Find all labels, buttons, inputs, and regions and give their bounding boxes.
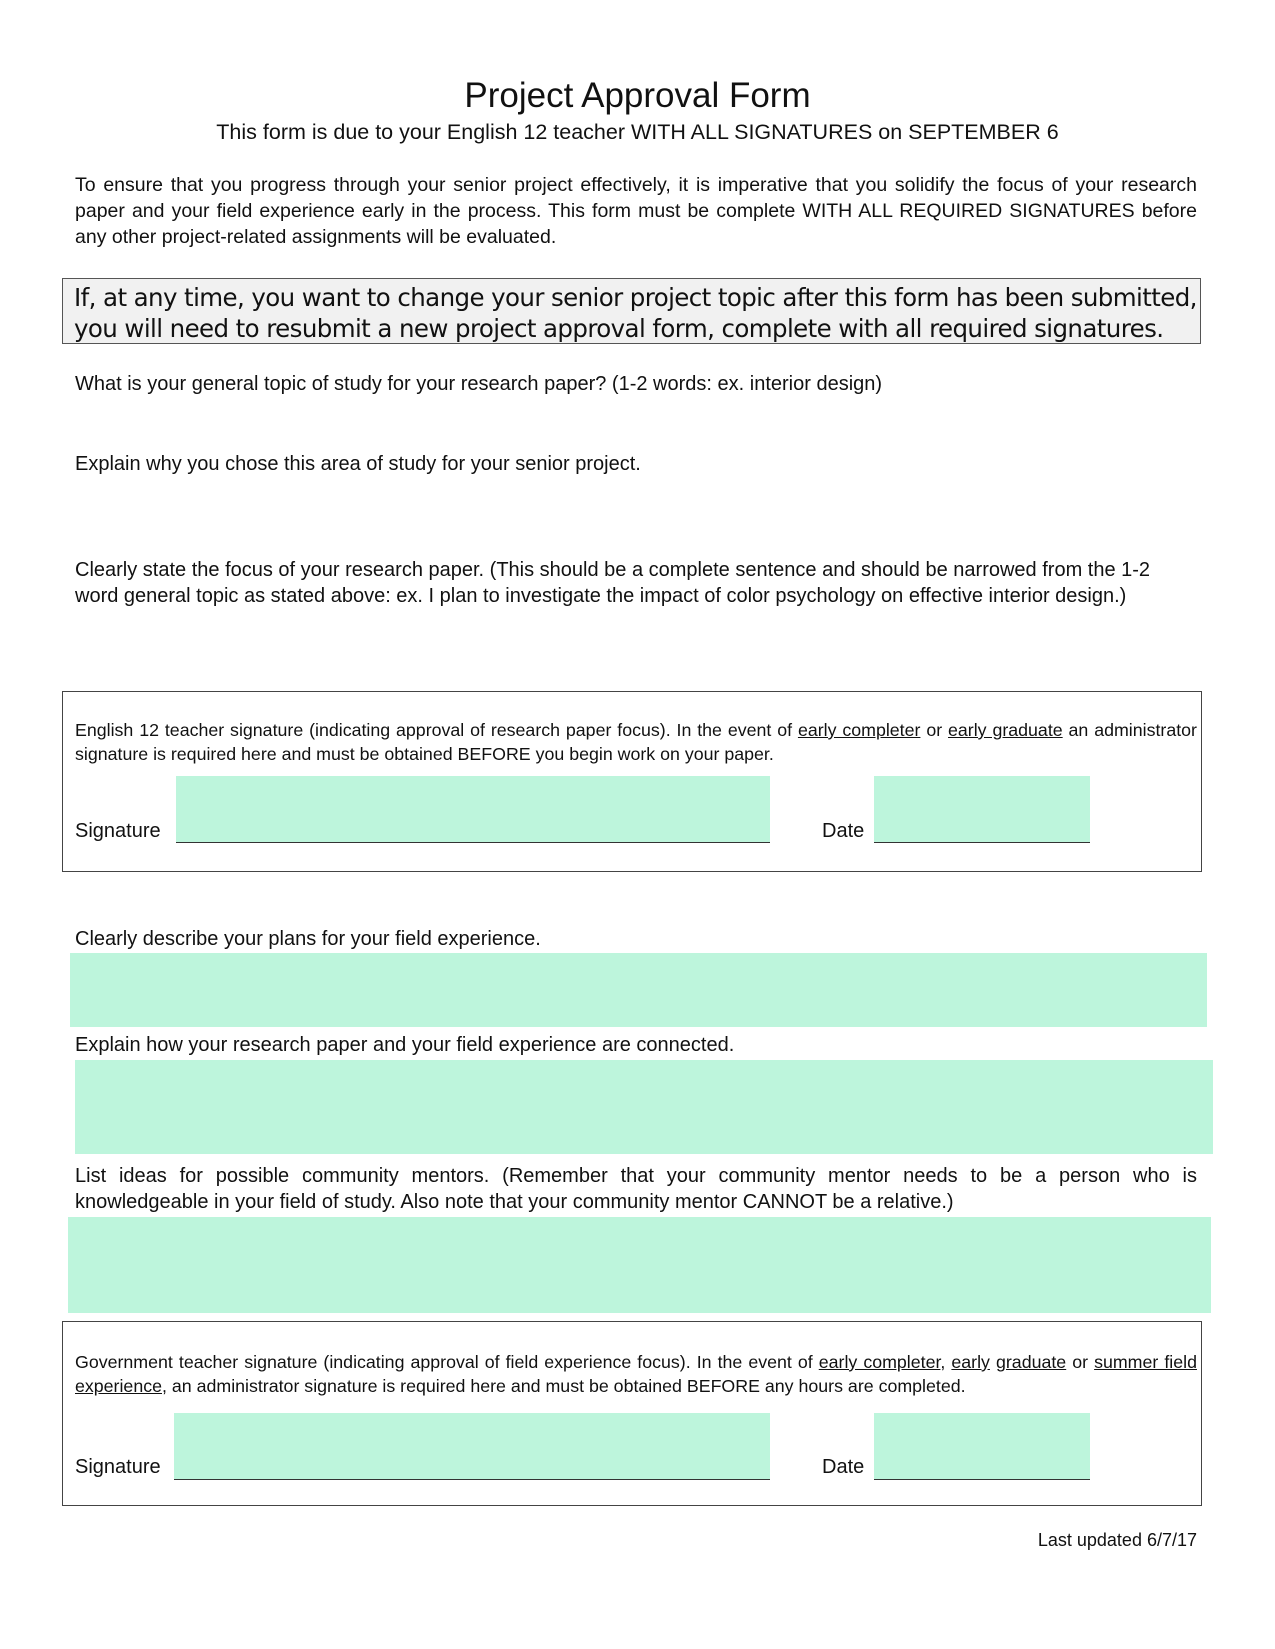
government-signature-label: Signature xyxy=(75,1456,161,1478)
connection-answer[interactable] xyxy=(75,1060,1213,1154)
question-focus: Clearly state the focus of your research paper. (This should be a complete sentence and should be narrowed from the 1-2 word general topic as stated above: ex. I plan to investigate the impact of color psychology on effective interior design.) xyxy=(75,559,1151,607)
field-plans-answer[interactable] xyxy=(70,953,1207,1027)
english-signature-field[interactable] xyxy=(176,776,770,842)
government-signature-instructions: Government teacher signature (indicating approval of field experience focus). In the event of early completer, early graduate or summer field experience, an administrator signature is required here and must be obtained BEFORE any hours are completed. xyxy=(75,1352,1197,1396)
government-signature-line xyxy=(174,1479,770,1480)
question-topic: What is your general topic of study for your research paper? (1-2 words: ex. interior design) xyxy=(75,373,883,395)
english-signature-instructions: English 12 teacher signature (indicating approval of research paper focus). In the event of early completer or early graduate an administrator signature is required here and must be obtained BEFORE you begin work on your paper. xyxy=(75,720,1197,764)
english-signature-line xyxy=(176,842,770,843)
notice-text: If, at any time, you want to change your senior project topic after this form has been submitted, you will need to resubmit a new project approval form, complete with all required signatures. xyxy=(74,283,1197,343)
government-date-field[interactable] xyxy=(874,1413,1090,1479)
english-date-line xyxy=(874,842,1090,843)
question-connection: Explain how your research paper and your field experience are connected. xyxy=(75,1034,735,1056)
question-mentors: List ideas for possible community mentors. (Remember that your community mentor needs to be a person who is knowledgeable in your field of study. Also note that your community mentor CANNOT be a relative.) xyxy=(75,1165,1197,1213)
mentors-answer[interactable] xyxy=(68,1217,1211,1313)
last-updated: Last updated 6/7/17 xyxy=(1037,1530,1197,1550)
government-signature-field[interactable] xyxy=(174,1413,770,1479)
english-date-field[interactable] xyxy=(874,776,1090,842)
form-title: Project Approval Form xyxy=(464,76,811,115)
question-field-plans: Clearly describe your plans for your field experience. xyxy=(75,928,541,950)
government-date-label: Date xyxy=(822,1456,865,1478)
question-why: Explain why you chose this area of study for your senior project. xyxy=(75,453,641,475)
intro-paragraph: To ensure that you progress through your senior project effectively, it is imperative that you solidify the focus of your research paper and your field experience early in the process. This form must be complete WITH ALL REQUIRED SIGNATURES before any other project-related assignments will be evaluated. xyxy=(75,174,1197,248)
english-date-label: Date xyxy=(822,820,865,842)
government-date-line xyxy=(874,1479,1090,1480)
form-subtitle: This form is due to your English 12 teacher WITH ALL SIGNATURES on SEPTEMBER 6 xyxy=(216,120,1059,144)
english-signature-label: Signature xyxy=(75,820,161,842)
